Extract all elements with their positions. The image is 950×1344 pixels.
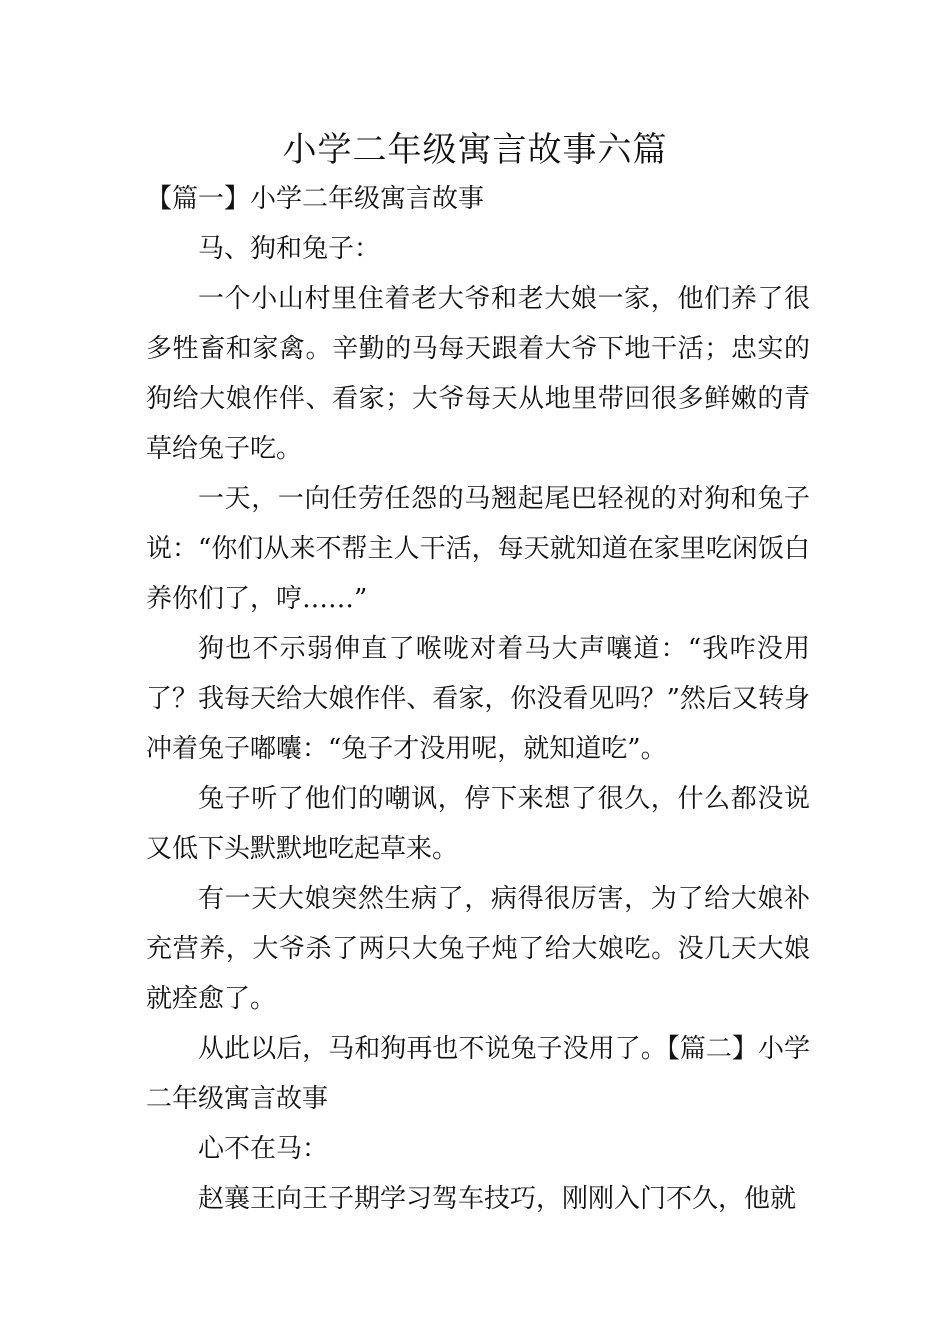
paragraph-1: 一个小山村里住着老大爷和老大娘一家，他们养了很多牲畜和家禽。辛勤的马每天跟着大爷下地干活；忠实的狗给大娘作伴、看家；大爷每天从地里带回很多鲜嫩的青草给兔子吃。 [146,284,810,464]
paragraph-4: 兔子听了他们的嘲讽，停下来想了很久，什么都没说又低下头默默地吃起草来。 [146,784,810,864]
paragraph-6: 从此以后，马和狗再也不说兔子没用了。【篇二】小学二年级寓言故事 [146,1034,810,1114]
paragraph-3: 狗也不示弱伸直了喉咙对着马大声嚷道：“我咋没用了？我每天给大娘作伴、看家，你没看见吗？”然后又转身冲着兔子嘟囔：“兔子才没用呢，就知道吃”。 [146,634,810,764]
document-body [146,174,810,1224]
paragraph-2: 一天，一向任劳任怨的马翘起尾巴轻视的对狗和兔子说：“你们从来不帮主人干活，每天就知道在家里吃闲饭白养你们了，哼……” [146,484,810,614]
document-title: 小学二年级寓言故事六篇 [282,130,668,170]
paragraph-7: 赵襄王向王子期学习驾车技巧，刚刚入门不久，他就 [198,1184,797,1214]
section-heading-1: 【篇一】小学二年级寓言故事 [146,184,485,214]
story-title-1: 马、狗和兔子： [198,234,381,264]
story-title-2: 心不在马： [198,1134,329,1164]
paragraph-5: 有一天大娘突然生病了，病得很厉害，为了给大娘补充营养，大爷杀了两只大兔子炖了给大娘吃。没几天大娘就痊愈了。 [146,884,810,1014]
